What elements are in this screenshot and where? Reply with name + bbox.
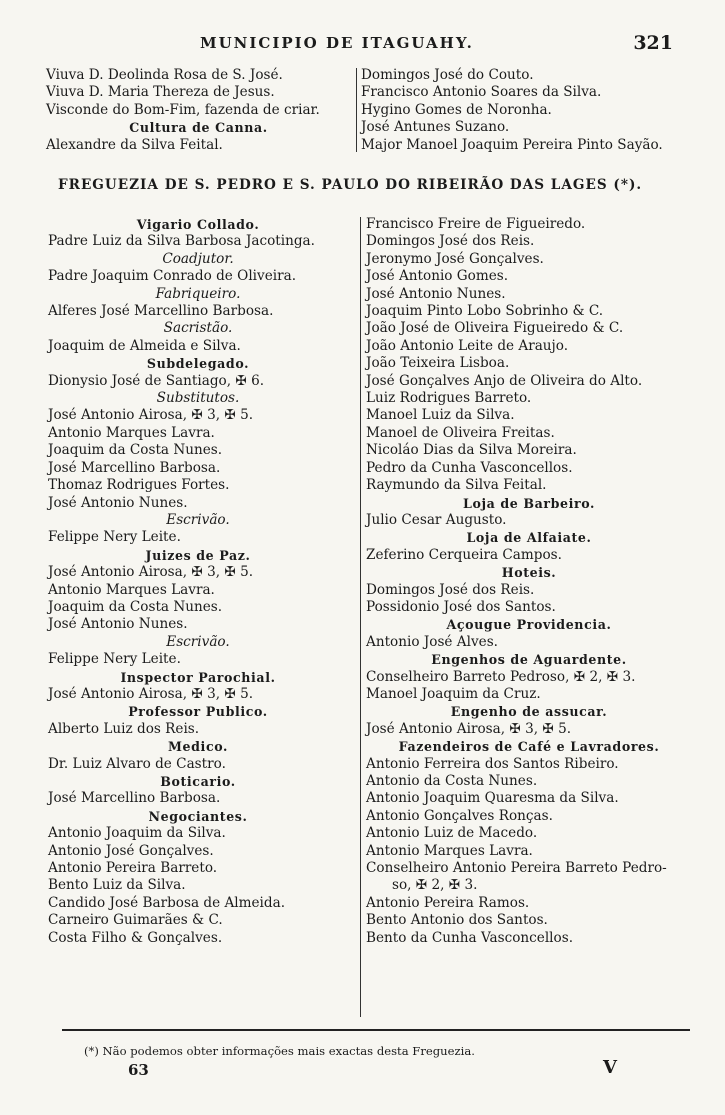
entry-line: Antonio Marques Lavra.: [48, 424, 215, 441]
top-left-column: [46, 67, 351, 154]
entry-line: José Antunes Suzano.: [361, 119, 510, 136]
section-heading: Loja de Barbeiro.: [463, 495, 595, 511]
entry-line: Antonio Gonçalves Ronças.: [366, 807, 553, 824]
entry-line: João Teixeira Lisboa.: [366, 355, 510, 372]
entry-line: Joaquim de Almeida e Silva.: [48, 337, 241, 354]
top-right-column: [361, 67, 691, 154]
entry-line: José Antonio Nunes.: [48, 616, 188, 633]
entry-line: Padre Joaquim Conrado de Oliveira.: [48, 268, 297, 285]
section-heading: Açougue Providencia.: [446, 617, 612, 633]
entry-line: Francisco Freire de Figueiredo.: [366, 216, 586, 232]
entry-line: José Gonçalves Anjo de Oliveira do Alto.: [366, 372, 643, 389]
entry-line: Dr. Luiz Alvaro de Castro.: [48, 755, 226, 772]
section-heading: Medico.: [168, 739, 228, 755]
entry-line: José Antonio Airosa, ✠ 3, ✠ 5.: [48, 685, 254, 702]
section-heading: Inspector Parochial.: [120, 669, 276, 685]
page-number: 321: [633, 32, 673, 54]
entry-line: Manoel Luiz da Silva.: [366, 407, 515, 424]
entry-line: José Marcellino Barbosa.: [48, 459, 221, 476]
entry-line: Domingos José dos Reis.: [366, 233, 535, 250]
signature-mark: 63: [128, 1061, 149, 1079]
entry-line: Antonio Marques Lavra.: [48, 581, 215, 598]
entry-line: José Antonio Nunes.: [366, 285, 506, 302]
entry-line: Raymundo da Silva Feital.: [366, 477, 547, 494]
entry-line: Carneiro Guimarães & C.: [48, 912, 223, 929]
entry-line: Conselheiro Antonio Pereira Barreto Pedro-: [366, 860, 667, 877]
signature-letter: V: [603, 1057, 617, 1078]
entry-line: Antonio da Costa Nunes.: [366, 773, 538, 789]
right-column: [366, 216, 692, 947]
role-label: Substitutos.: [156, 390, 240, 407]
entry-line: Joaquim da Costa Nunes.: [48, 598, 223, 615]
entry-line: Hygino Gomes de Noronha.: [361, 101, 552, 118]
role-label: Sacristão.: [163, 320, 233, 337]
entry-line: Antonio Joaquim Quaresma da Silva.: [366, 790, 619, 807]
entry-line: Viuva D. Maria Thereza de Jesus.: [46, 84, 275, 101]
section-heading: Fazendeiros de Café e Lavradores.: [398, 739, 660, 755]
section-heading: Subdelegado.: [146, 356, 250, 372]
entry-line: Antonio Pereira Ramos.: [366, 894, 530, 911]
entry-line: José Antonio Airosa, ✠ 3, ✠ 5.: [48, 564, 254, 581]
entry-line: Alberto Luiz dos Reis.: [48, 720, 200, 737]
entry-line: Costa Filho & Gonçalves.: [48, 929, 223, 946]
entry-line: Felippe Nery Leite.: [48, 529, 181, 546]
entry-line: Antonio Ferreira dos Santos Ribeiro.: [366, 755, 619, 772]
entry-line: José Marcellino Barbosa.: [48, 790, 221, 807]
entry-line: Major Manoel Joaquim Pereira Pinto Sayão.: [361, 136, 663, 153]
entry-line: Antonio José Alves.: [366, 633, 498, 650]
entry-line: Manoel de Oliveira Freitas.: [366, 424, 555, 441]
entry-line: Domingos José dos Reis.: [366, 581, 535, 598]
section-heading: Engenhos de Aguardente.: [431, 652, 627, 668]
entry-line: Antonio Joaquim da Silva.: [48, 825, 226, 842]
section-heading: Loja de Alfaiate.: [466, 530, 592, 546]
entry-line: Padre Luiz da Silva Barbosa Jacotinga.: [48, 233, 315, 250]
entry-line: Manoel Joaquim da Cruz.: [366, 685, 541, 702]
role-label: Coadjutor.: [162, 250, 234, 267]
entry-line: Jeronymo José Gonçalves.: [366, 250, 544, 267]
entry-line: Felippe Nery Leite.: [48, 651, 181, 668]
running-header: [0, 34, 725, 58]
entry-line: Francisco Antonio Soares da Silva.: [361, 84, 602, 101]
entry-line: Luiz Rodrigues Barreto.: [366, 390, 532, 407]
entry-line: Conselheiro Barreto Pedroso, ✠ 2, ✠ 3.: [366, 668, 636, 685]
entry-line: Antonio Pereira Barreto.: [48, 860, 218, 877]
section-heading: Hoteis.: [501, 565, 557, 581]
entry-line: João Antonio Leite de Araujo.: [366, 337, 569, 354]
entry-line: Alexandre da Silva Feital.: [46, 136, 223, 153]
entry-line: Joaquim da Costa Nunes.: [48, 442, 223, 459]
role-label: Fabriqueiro.: [155, 285, 241, 302]
section-heading: Professor Publico.: [128, 704, 268, 720]
top-column-divider: [356, 68, 357, 152]
entry-line: José Antonio Nunes.: [48, 494, 188, 511]
entry-line: Possidonio José dos Santos.: [366, 598, 556, 615]
entry-line: José Antonio Gomes.: [366, 268, 509, 285]
entry-line: José Antonio Airosa, ✠ 3, ✠ 5.: [48, 407, 254, 424]
section-heading: Engenho de assucar.: [450, 704, 608, 720]
footnote: (*) Não podemos obter informações mais exactas desta Freguezia.: [84, 1044, 475, 1058]
entry-line: Antonio Marques Lavra.: [366, 842, 533, 859]
role-label: Escrivão.: [166, 633, 230, 650]
entry-line: Julio Cesar Augusto.: [366, 511, 507, 528]
section-heading: Juizes de Paz.: [145, 547, 251, 563]
section-heading: Boticario.: [160, 774, 236, 789]
left-column: [48, 216, 348, 947]
entry-line: Zeferino Cerqueira Campos.: [366, 546, 562, 563]
entry-line: Bento Antonio dos Santos.: [366, 912, 548, 929]
entry-line: Visconde do Bom-Fim, fazenda de criar.: [46, 101, 320, 118]
footnote-rule: [62, 1029, 690, 1031]
entry-line: Alferes José Marcellino Barbosa.: [48, 303, 274, 320]
entry-line: Pedro da Cunha Vasconcellos.: [366, 459, 573, 476]
role-label: Escrivão.: [166, 511, 230, 528]
section-heading: Cultura de Canna.: [129, 120, 268, 136]
entry-line: João José de Oliveira Figueiredo & C.: [366, 320, 624, 337]
section-title: FREGUEZIA DE S. PEDRO E S. PAULO DO RIBEIRÃO DAS LAGES (*).: [58, 177, 643, 193]
entry-line: Bento Luiz da Silva.: [48, 877, 186, 894]
section-heading: Negociantes.: [148, 808, 248, 824]
entry-line: Joaquim Pinto Lobo Sobrinho & C.: [366, 303, 604, 320]
entry-line: Antonio José Gonçalves.: [48, 842, 214, 859]
entry-line: Nicoláo Dias da Silva Moreira.: [366, 442, 577, 459]
entry-line: Viuva D. Deolinda Rosa de S. José.: [46, 67, 283, 83]
entry-line: Bento da Cunha Vasconcellos.: [366, 929, 574, 946]
main-column-divider: [360, 217, 361, 1017]
entry-line: Dionysio José de Santiago, ✠ 6.: [48, 372, 265, 389]
entry-line: Thomaz Rodrigues Fortes.: [48, 477, 230, 494]
entry-line: Antonio Luiz de Macedo.: [366, 825, 538, 842]
entry-line: Candido José Barbosa de Almeida.: [48, 894, 286, 911]
entry-line: so, ✠ 2, ✠ 3.: [392, 877, 478, 894]
section-heading: Vigario Collado.: [136, 217, 260, 232]
entry-line: José Antonio Airosa, ✠ 3, ✠ 5.: [366, 720, 572, 737]
running-title: MUNICIPIO DE ITAGUAHY.: [200, 34, 474, 52]
entry-line: Domingos José do Couto.: [361, 67, 534, 83]
